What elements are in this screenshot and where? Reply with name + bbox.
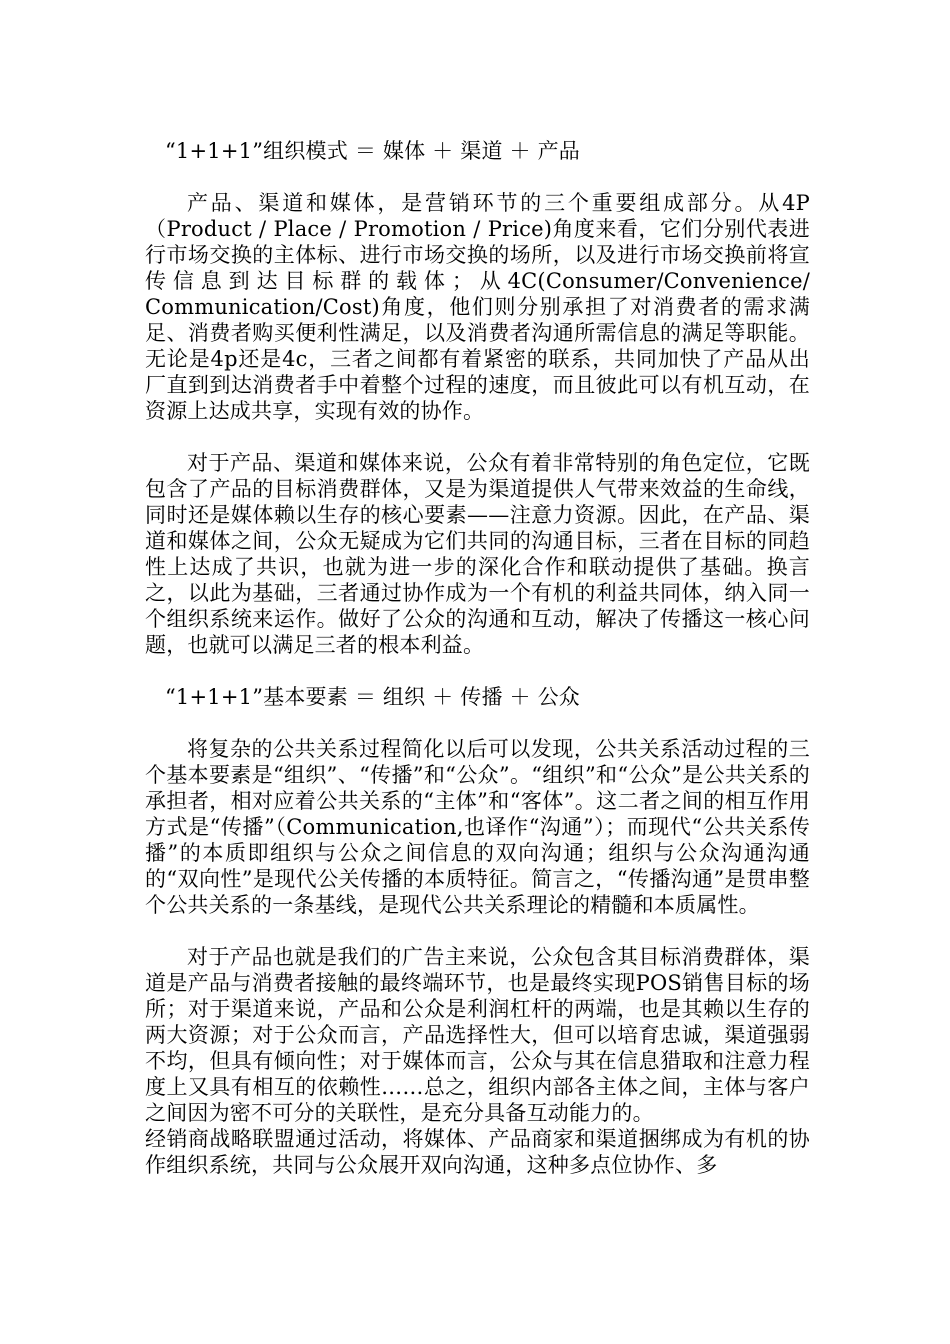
spacer [145,918,810,944]
paragraph-strategic-alliance: 经销商战略联盟通过活动，将媒体、产品商家和渠道捆绑成为有机的协作组织系统，共同与公众展开双向沟通，这种多点位协作、多 [145,1127,810,1177]
spacer [145,424,810,450]
document-body [145,138,810,1178]
section-heading-organization-model: “1+1+1”组织模式 ＝ 媒体 ＋ 渠道 ＋ 产品 [165,139,580,163]
spacer [145,164,810,190]
spacer [145,658,810,684]
section-heading-basic-elements: “1+1+1”基本要素 ＝ 组织 ＋ 传播 ＋ 公众 [165,685,580,709]
paragraph-public-relations: 将复杂的公共关系过程简化以后可以发现，公共关系活动过程的三个基本要素是“组织”、“传播”和“公众”。“组织”和“公众”是公共关系的承担者，相对应着公共关系的“主体”和“客体”。这二者之间的相互作用方式是“传播”（Communication,也译作“沟通”）；而现代“公共关系传播”的本质即组织与公众之间信息的双向沟通；组织与公众沟通沟通的“双向性”是现代公关传播的本质特征。简言之，“传播沟通”是贯串整个公共关系的一条基线，是现代公共关系理论的精髓和本质属性。 [145,737,810,917]
paragraph-marketing-elements: 产品、渠道和媒体，是营销环节的三个重要组成部分。从4P（Product / Place / Promotion / Price)角度来看，它们分别代表进行市场交换的主体标、进行市场交换的场所，以及进行市场交换前将宣传信息到达目标群的载体；从4C(Consumer/Convenience/ Communication/Cost)角度，他们则分别承担了对消费者的需求满足、消费者购买便利性满足，以及消费者沟通所需信息的满足等职能。无论是4p还是4c，三者之间都有着紧密的联系，共同加快了产品从出厂直到到达消费者手中着整个过程的速度，而且彼此可以有机互动，在资源上达成共享，实现有效的协作。 [145,191,810,423]
paragraph-public-role: 对于产品、渠道和媒体来说，公众有着非常特别的角色定位，它既包含了产品的目标消费群体，又是为渠道提供人气带来效益的生命线，同时还是媒体赖以生存的核心要素——注意力资源。因此，在产品、渠道和媒体之间，公众无疑成为它们共同的沟通目标，三者在目标的同趋性上达成了共识，也就为进一步的深化合作和联动提供了基础。换言之，以此为基础，三者通过协作成为一个有机的利益共同体，纳入同一个组织系统来运作。做好了公众的沟通和互动，解决了传播这一核心问题，也就可以满足三者的根本利益。 [145,451,810,657]
paragraph-interaction: 对于产品也就是我们的广告主来说，公众包含其目标消费群体，渠道是产品与消费者接触的最终端环节，也是最终实现POS销售目标的场所；对于渠道来说，产品和公众是利润杠杆的两端，也是其赖以生存的两大资源；对于公众而言，产品选择性大，但可以培育忠诚，渠道强弱不均，但具有倾向性；对于媒体而言，公众与其在信息猎取和注意力程度上又具有相互的依赖性……总之，组织内部各主体之间，主体与客户之间因为密不可分的关联性，是充分具备互动能力的。 [145,945,810,1125]
spacer [145,710,810,736]
